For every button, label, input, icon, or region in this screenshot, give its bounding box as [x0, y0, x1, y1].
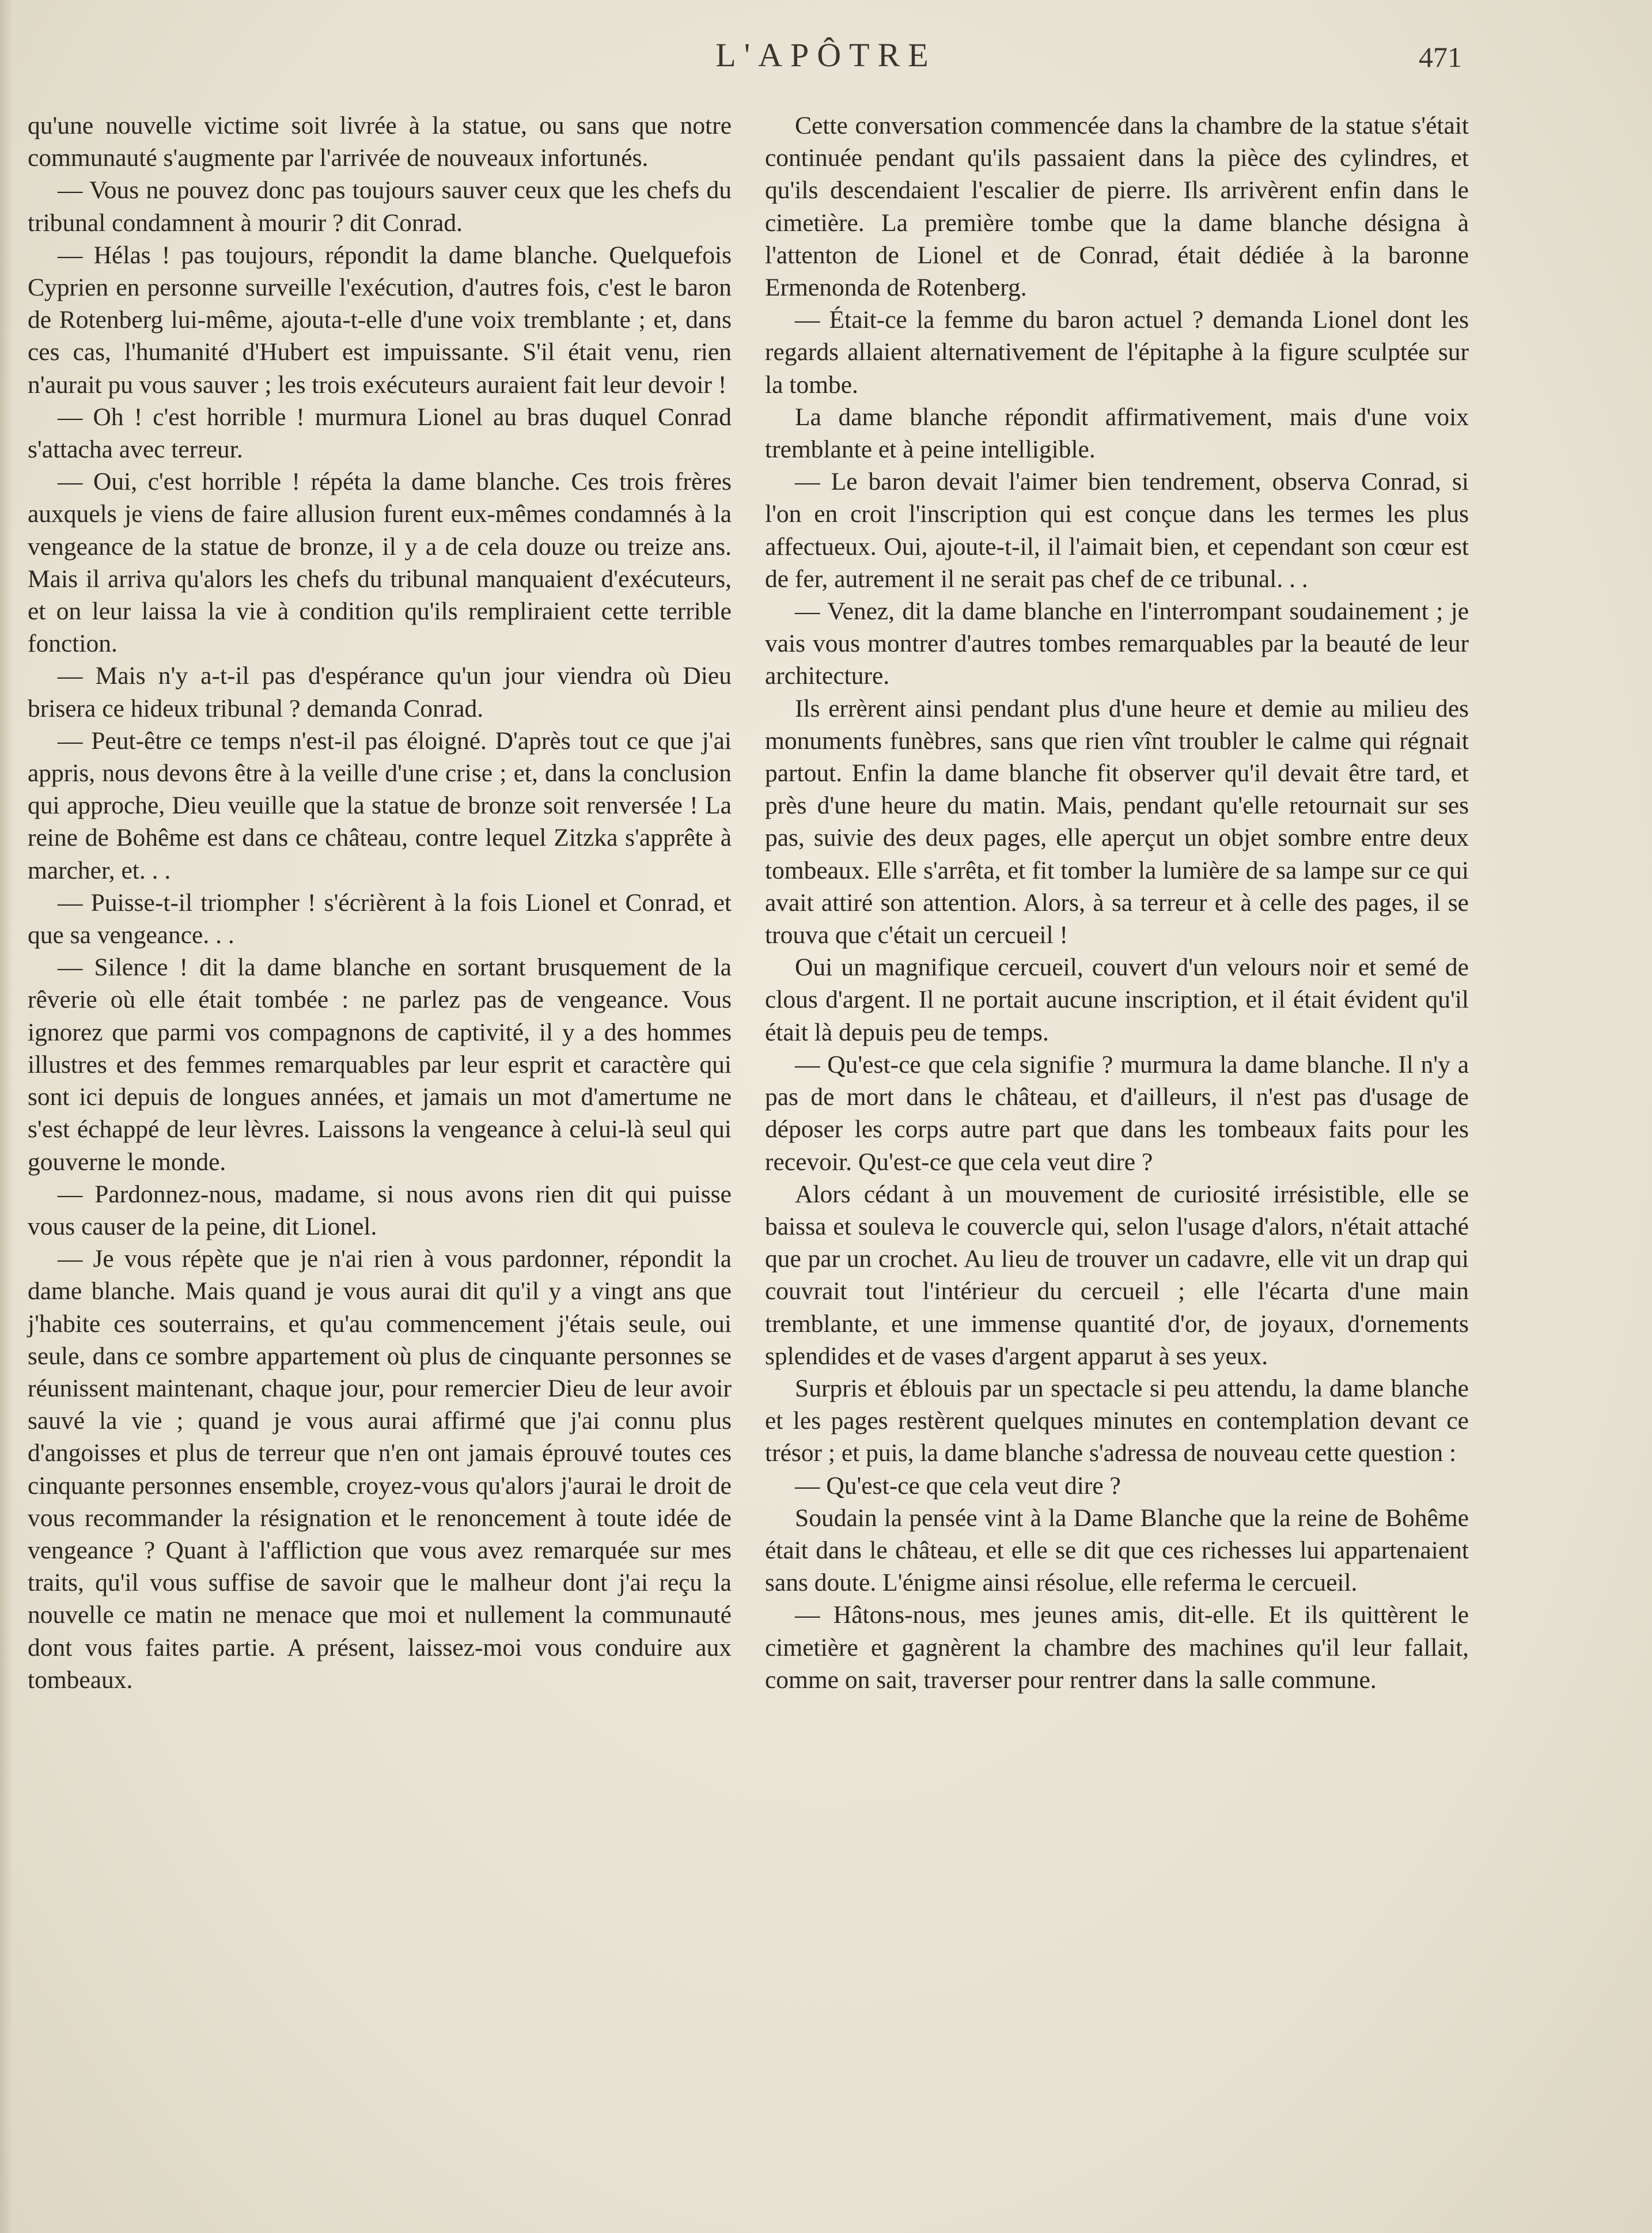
paragraph: qu'une nouvelle victime soit livrée à la statue, ou sans que notre communauté s'augmente par l'arrivée de nouveaux infortunés. [28, 112, 732, 172]
page-binding-edge [0, 0, 13, 2233]
paragraph: Ils errèrent ainsi pendant plus d'une heure et demie au milieu des monuments funèbres, sans que rien vînt troubler le calme qui régnait partout. Enfin la dame blanche fit observer qu'il devait être tard, et près d'une heure du matin. Mais, pendant qu'elle retournait sur ses pas, suivie des deux pages, elle aperçut un objet sombre entre deux tombeaux. Elle s'arrêta, et fit tomber la lumière de sa lampe sur ce qui avait attiré son attention. Alors, à sa terreur et à celle des pages, il se trouva que c'était un cercueil ! [765, 694, 1469, 949]
paragraph: — Oh ! c'est horrible ! murmura Lionel au bras duquel Conrad s'attacha avec terreur. [28, 403, 732, 464]
paragraph: — Oui, c'est horrible ! répéta la dame blanche. Ces trois frères auxquels je viens de faire allusion furent eux-mêmes condamnés à la vengeance de la statue de bronze, il y a de cela douze ou treize ans. Mais il arriva qu'alors les chefs du tribunal manquaient d'exécuteurs, et on leur laissa la vie à condition qu'ils rempliraient cette terrible fonction. [28, 468, 732, 658]
page-number: 471 [1419, 41, 1462, 73]
paragraph: Oui un magnifique cercueil, couvert d'un velours noir et semé de clous d'argent. Il ne portait aucune inscription, et il était évident qu'il était là depuis peu de temps. [765, 953, 1469, 1046]
paragraph: — Peut-être ce temps n'est-il pas éloigné. D'après tout ce que j'ai appris, nous devons être à la veille d'une crise ; et, dans la conclusion qui approche, Dieu veuille que la statue de bronze soit renversée ! La reine de Bohême est dans ce château, contre lequel Zitzka s'apprête à marcher, et. . . [28, 726, 732, 884]
paragraph: — Était-ce la femme du baron actuel ? demanda Lionel dont les regards allaient alternativement de l'épitaphe à la figure sculptée sur la tombe. [765, 306, 1469, 399]
paragraph: — Je vous répète que je n'ai rien à vous pardonner, répondit la dame blanche. Mais quand je vous aurai dit qu'il y a vingt ans que j'habite ces souterrains, et qu'au commencement j'étais seule, oui seule, dans ce sombre appartement où plus de cinquante personnes se réunissent maintenant, chaque jour, pour remercier Dieu de leur avoir sauvé la vie ; quand je vous aurai affirmé que j'ai connu plus d'angoisses et plus de terreur que n'en ont jamais éprouvé toutes ces cinquante personnes ensemble, croyez-vous qu'alors j'aurai le droit de vous recommander la résignation et le renoncement à toute idée de vengeance ? Quant à l'affliction que vous avez remarquée sur mes traits, qu'il vous suffise de savoir que le malheur dont j'ai reçu la nouvelle ce matin ne menace que moi et nullement la communauté dont vous faites partie. A présent, laissez-moi vous conduire aux tombeaux. [28, 1245, 732, 1694]
left-text-column [28, 109, 732, 1696]
paragraph: — Puisse-t-il triompher ! s'écrièrent à la fois Lionel et Conrad, et que sa vengeance. . . [28, 888, 732, 949]
paragraph: — Vous ne pouvez donc pas toujours sauver ceux que les chefs du tribunal condamnent à mourir ? dit Conrad. [28, 176, 732, 237]
paragraph: — Hélas ! pas toujours, répondit la dame blanche. Quelquefois Cyprien en personne surveille l'exécution, d'autres fois, c'est le baron de Rotenberg lui-même, ajouta-t-elle d'une voix tremblante ; et, dans ces cas, l'humanité d'Hubert est impuissante. S'il était venu, rien n'aurait pu vous sauver ; les trois exécuteurs auraient fait leur devoir ! [28, 241, 732, 399]
paragraph: — Hâtons-nous, mes jeunes amis, dit-elle. Et ils quittèrent le cimetière et gagnèrent la chambre des machines qu'il leur fallait, comme on sait, traverser pour rentrer dans la salle commune. [765, 1601, 1469, 1694]
paragraph: — Silence ! dit la dame blanche en sortant brusquement de la rêverie où elle était tombée : ne parlez pas de vengeance. Vous ignorez que parmi vos compagnons de captivité, il y a des hommes illustres et des femmes remarquables par leur esprit et caractère qui sont ici depuis de longues années, et jamais un mot d'amertume ne s'est échappé de leur lèvres. Laissons la vengeance à celui-là seul qui gouverne le monde. [28, 953, 732, 1176]
paragraph: Cette conversation commencée dans la chambre de la statue s'était continuée pendant qu'ils passaient dans la pièce des cylindres, et qu'ils descendaient l'escalier de pierre. Ils arrivèrent enfin dans le cimetière. La première tombe que la dame blanche désigna à l'attenton de Lionel et de Conrad, était dédiée à la baronne Ermenonda de Rotenberg. [765, 112, 1469, 302]
paragraph: Alors cédant à un mouvement de curiosité irrésistible, elle se baissa et souleva le couvercle qui, selon l'usage d'alors, n'était attaché que par un crochet. Au lieu de trouver un cadavre, elle vit un drap qui couvrait tout l'intérieur du cercueil ; elle l'écarta d'une main tremblante, et une immense quantité d'or, de joyaux, d'ornements splendides et de vases d'argent apparut à ses yeux. [765, 1180, 1469, 1370]
right-text-column [765, 109, 1469, 1696]
running-title: L'APÔTRE [715, 36, 937, 74]
paragraph: La dame blanche répondit affirmativement, mais d'une voix tremblante et à peine intelligible. [765, 403, 1469, 464]
running-head [0, 36, 1652, 76]
paragraph: — Venez, dit la dame blanche en l'interrompant soudainement ; je vais vous montrer d'autres tombes remarquables par la beauté de leur architecture. [765, 597, 1469, 690]
paragraph: — Le baron devait l'aimer bien tendrement, observa Conrad, si l'on en croit l'inscription qui est conçue dans les termes les plus affectueux. Oui, ajoute-t-il, il l'aimait bien, et cependant son cœur est de fer, autrement il ne serait pas chef de ce tribunal. . . [765, 468, 1469, 593]
paragraph: — Mais n'y a-t-il pas d'espérance qu'un jour viendra où Dieu brisera ce hideux tribunal ? demanda Conrad. [28, 662, 732, 722]
paragraph: — Qu'est-ce que cela signifie ? murmura la dame blanche. Il n'y a pas de mort dans le château, et d'ailleurs, il n'est pas d'usage de déposer les corps autre part que dans les tombeaux faits pour les recevoir. Qu'est-ce que cela veut dire ? [765, 1050, 1469, 1176]
paragraph: Soudain la pensée vint à la Dame Blanche que la reine de Bohême était dans le château, et elle se dit que ces richesses lui appartenaient sans doute. L'énigme ainsi résolue, elle referma le cercueil. [765, 1504, 1469, 1597]
paragraph: — Qu'est-ce que cela veut dire ? [795, 1471, 1121, 1500]
paragraph: Surpris et éblouis par un spectacle si peu attendu, la dame blanche et les pages restèrent quelques minutes en contemplation devant ce trésor ; et puis, la dame blanche s'adressa de nouveau cette question : [765, 1374, 1469, 1467]
paragraph: — Pardonnez-nous, madame, si nous avons rien dit qui puisse vous causer de la peine, dit Lionel. [28, 1180, 732, 1240]
